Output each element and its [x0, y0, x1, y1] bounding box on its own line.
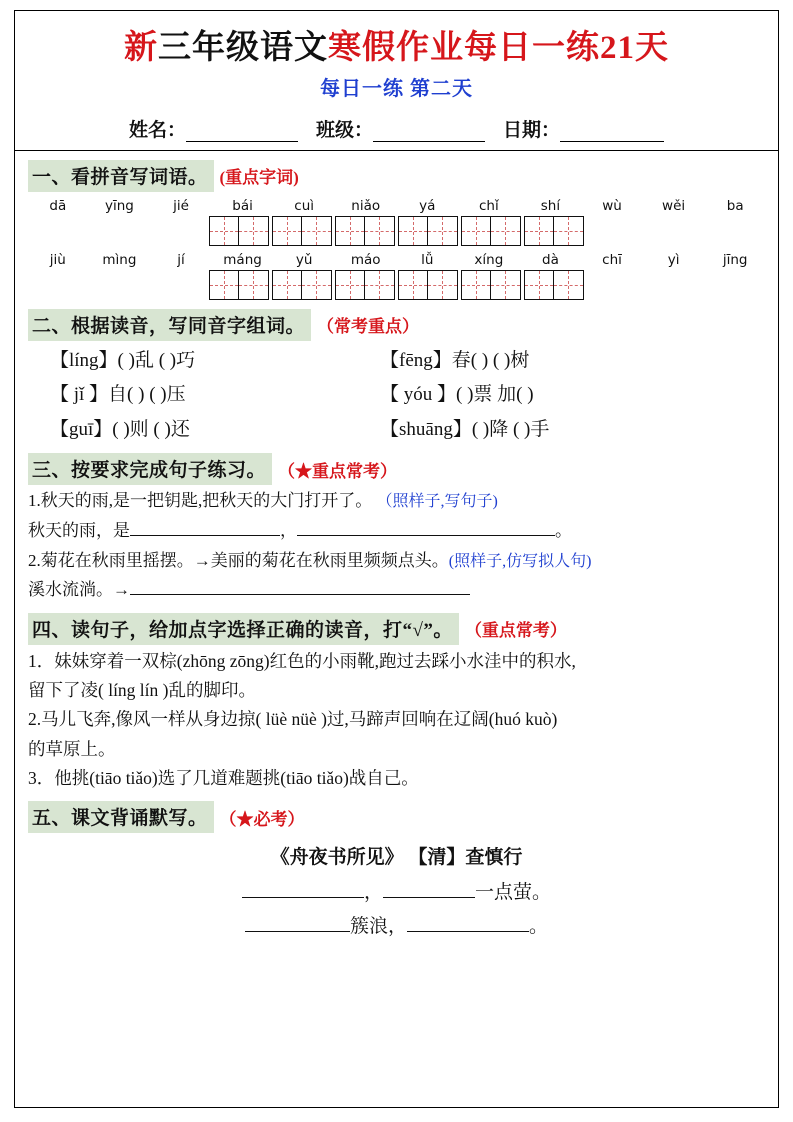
name-label: 姓名： [128, 119, 186, 141]
tianzige-box[interactable] [428, 270, 458, 300]
sentence-answer-2[interactable] [28, 577, 765, 603]
pinyin-cell: máo [350, 251, 381, 268]
homophone-row[interactable] [28, 381, 765, 410]
q2-note: (照样子,仿写拟人句) [448, 552, 592, 570]
tianzige-box[interactable] [365, 216, 395, 246]
tianzige-box[interactable] [554, 270, 584, 300]
pinyin-cell: jīng [722, 251, 748, 268]
pinyin-cell: chǐ [479, 197, 499, 214]
pinyin-cell: wù [602, 197, 622, 214]
tianzige-box[interactable] [398, 270, 428, 300]
name-blank[interactable] [186, 123, 298, 142]
tianzige-box[interactable] [209, 270, 239, 300]
poem-blank[interactable] [383, 882, 475, 898]
section-4-heading [28, 613, 765, 645]
tianzige-pair[interactable] [398, 270, 459, 300]
q1-note: （照样子,写句子) [376, 493, 498, 511]
poem-title: 《舟夜书所见》 【清】查慎行 [270, 847, 523, 869]
pronunciation-line[interactable]: 3．他挑(tiāo tiǎo)选了几道难题挑(tiāo tiǎo)战自己。 [28, 768, 419, 789]
tianzige-box[interactable] [554, 216, 584, 246]
section-4-label: 四、读句子，给加点字选择正确的读音，打“√”。 [28, 613, 459, 645]
pinyin-cell: ba [726, 197, 744, 214]
tianzige-box[interactable] [461, 270, 491, 300]
q2-answer-prefix: 溪水流淌。→ [28, 580, 130, 600]
poem-line-3[interactable] [28, 910, 765, 944]
q1-answer-end: 。 [555, 521, 572, 541]
tianzige-box[interactable] [335, 216, 365, 246]
pinyin-cell: yì [667, 251, 680, 268]
tianzige-box[interactable] [239, 270, 269, 300]
pinyin-cell: xíng [474, 251, 504, 268]
tianzige-box[interactable] [272, 216, 302, 246]
pronunciation-line[interactable]: 留下了凌( líng lín )乱的脚印。 [28, 680, 256, 701]
sentence-question-2 [28, 548, 765, 575]
section-2-heading [28, 309, 765, 341]
tianzige-box[interactable] [524, 270, 554, 300]
pinyin-cell: shí [540, 197, 561, 214]
student-info-row [28, 115, 765, 142]
section-2-note: （常考重点） [317, 317, 420, 337]
homophone-right[interactable]: 【 yóu 】( )票 加( ) [380, 384, 534, 406]
name-field[interactable] [129, 115, 298, 142]
pinyin-group-1 [28, 198, 765, 300]
sentence-question-1 [28, 488, 765, 515]
homophone-right[interactable]: 【shuāng】( )降 ( )手 [380, 418, 550, 440]
tianzige-box[interactable] [491, 270, 521, 300]
tianzige-pair[interactable] [272, 270, 333, 300]
pinyin-cell: wěi [662, 197, 686, 214]
tianzige-pair[interactable] [524, 270, 585, 300]
tianzige-box[interactable] [491, 216, 521, 246]
pinyin-cell: jiù [49, 251, 66, 268]
tianzige-box[interactable] [365, 270, 395, 300]
tianzige-box[interactable] [461, 216, 491, 246]
poem-comma: ， [363, 881, 383, 903]
section-5-note: （★必考） [219, 809, 305, 829]
tianzige-box[interactable] [302, 270, 332, 300]
poem-line-3-mid: 簇浪， [349, 915, 407, 937]
date-blank[interactable] [560, 123, 664, 142]
q1-text: 1.秋天的雨,是一把钥匙,把秋天的大门打开了。 [28, 491, 373, 511]
poem-blank[interactable] [245, 916, 350, 932]
section-2-label: 二、根据读音，写同音字组词。 [28, 309, 311, 341]
pinyin-row-2 [28, 252, 765, 270]
homophone-left[interactable]: 【líng】( )乱 ( )巧 [50, 349, 196, 371]
pinyin-cell: jié [173, 197, 189, 214]
tianzige-pair[interactable] [209, 270, 270, 300]
poem-blank[interactable] [242, 882, 364, 898]
homophone-right[interactable]: 【fēng】春( ) ( )树 [380, 349, 530, 371]
tianzige-pair[interactable] [335, 216, 396, 246]
tianzige-box[interactable] [272, 270, 302, 300]
section-5-heading [28, 801, 765, 833]
class-field[interactable] [316, 115, 485, 142]
date-label: 日期： [503, 119, 561, 141]
tianzige-box[interactable] [209, 216, 239, 246]
poem-line-2[interactable] [28, 876, 765, 910]
pinyin-cell: cuì [294, 197, 314, 214]
homophone-left[interactable]: 【 jǐ 】自( ) ( )压 [50, 384, 186, 406]
poem-line-2-end: 一点萤。 [475, 881, 552, 903]
tianzige-pair[interactable] [398, 216, 459, 246]
pinyin-cell: bái [232, 197, 253, 214]
answer-blank[interactable] [130, 579, 470, 595]
pinyin-cell: yīng [104, 197, 134, 214]
tianzige-pair[interactable] [272, 216, 333, 246]
tianzige-box[interactable] [302, 216, 332, 246]
q1-answer-mid: ， [280, 521, 297, 541]
homophone-left[interactable]: 【guī】( )则 ( )还 [50, 418, 190, 440]
pinyin-cell: dā [49, 197, 67, 214]
answer-blank[interactable] [297, 520, 555, 536]
title-part-new: 新 [124, 30, 158, 66]
tianzige-pair[interactable] [209, 216, 270, 246]
pinyin-cell: chī [602, 251, 622, 268]
section-1-heading [28, 160, 765, 192]
tianzige-pair[interactable] [335, 270, 396, 300]
pronunciation-line[interactable]: 1．妹妹穿着一双棕(zhōng zōng)红色的小雨靴,跑过去踩小水洼中的积水, [28, 650, 576, 671]
q2-text: 2.菊花在秋雨里摇摆。→美丽的菊花在秋雨里频频点头。 [28, 550, 449, 570]
pinyin-cell: dà [542, 251, 559, 268]
pronunciation-line[interactable]: 的草原上。 [28, 738, 116, 759]
tianzige-box[interactable] [239, 216, 269, 246]
tianzige-box[interactable] [524, 216, 554, 246]
tianzige-row-1[interactable] [28, 216, 765, 246]
pinyin-cell: jí [177, 251, 185, 268]
tianzige-pair[interactable] [461, 216, 522, 246]
pinyin-cell: lǚ [421, 251, 434, 268]
page-subtitle: 每日一练 第二天 [320, 77, 473, 100]
sentence-answer-1[interactable] [28, 518, 765, 544]
title-part-grade: 三年级语文 [158, 30, 328, 66]
pronunciation-line[interactable]: 2.马儿飞奔,像风一样从身边掠( lüè nüè )过,马蹄声回响在辽阔(huó kuò) [28, 709, 558, 730]
homophone-row[interactable] [28, 416, 765, 445]
poem-block [28, 841, 765, 944]
q1-answer-prefix: 秋天的雨，是 [28, 521, 130, 541]
tianzige-row-2[interactable] [28, 270, 765, 300]
section-3-note: （★重点常考） [278, 461, 398, 481]
pinyin-cell: mìng [102, 251, 137, 268]
header-divider [14, 150, 779, 151]
poem-line-3-end: 。 [529, 915, 549, 937]
class-label: 班级： [315, 119, 373, 141]
class-blank[interactable] [373, 123, 485, 142]
homophone-row[interactable] [28, 347, 765, 376]
tianzige-box[interactable] [335, 270, 365, 300]
title-part-main: 寒假作业每日一练21天 [328, 30, 669, 66]
pinyin-row-1 [28, 198, 765, 216]
pinyin-cell: yá [419, 197, 436, 214]
section-3-heading [28, 453, 765, 485]
page-title [28, 30, 765, 68]
pinyin-cell: niǎo [351, 197, 381, 214]
section-1-label: 一、看拼音写词语。 [28, 160, 214, 192]
pinyin-cell: yǔ [295, 251, 313, 268]
section-3-label: 三、按要求完成句子练习。 [28, 453, 272, 485]
answer-blank[interactable] [130, 520, 280, 536]
section-5-label: 五、课文背诵默写。 [28, 801, 214, 833]
pinyin-cell: máng [223, 251, 262, 268]
section-1-note: (重点字词) [219, 168, 299, 188]
section-4-note: （重点常考） [464, 621, 567, 641]
poem-blank[interactable] [407, 916, 529, 932]
tianzige-box[interactable] [398, 216, 428, 246]
date-field[interactable] [503, 115, 664, 142]
tianzige-box[interactable] [428, 216, 458, 246]
tianzige-pair[interactable] [524, 216, 585, 246]
tianzige-pair[interactable] [461, 270, 522, 300]
